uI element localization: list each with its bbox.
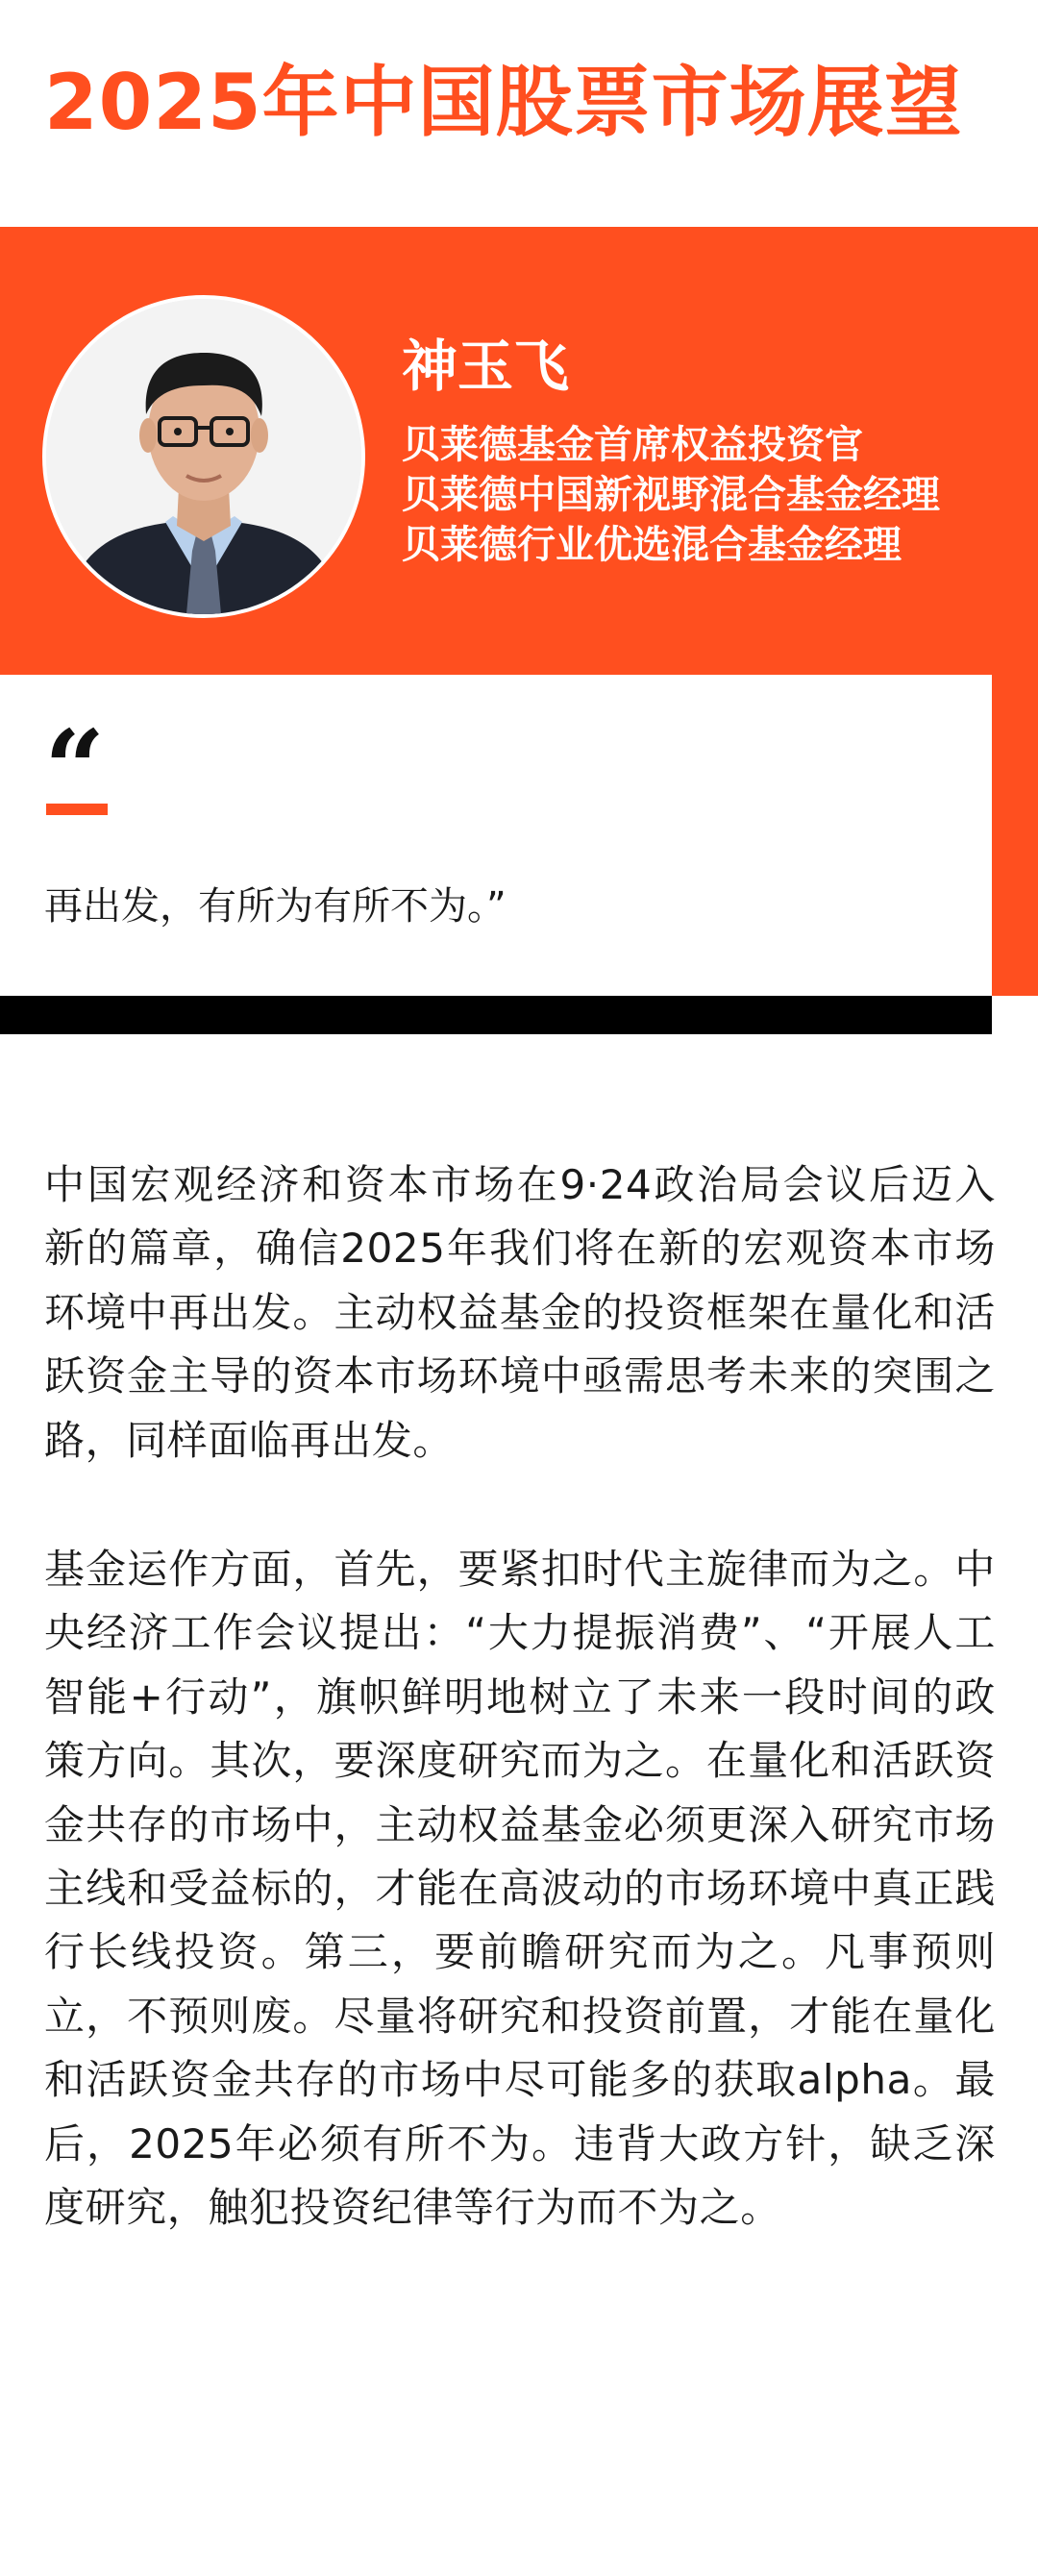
quote-mark-icon: “	[44, 721, 106, 798]
page-title: 2025年中国股票市场展望	[44, 58, 963, 147]
article-paragraph: 中国宏观经济和资本市场在9·24政治局会议后迈入新的篇章，确信2025年我们将在新的宏观资本市场环境中再出发。主动权益基金的投资框架在量化和活跃资金主导的资本市场环境中亟需思考未来的突围之路，同样面临再出发。	[44, 1161, 996, 1464]
author-title: 贝莱德中国新视野混合基金经理	[402, 473, 940, 517]
author-name: 神玉飞	[402, 334, 570, 399]
author-title: 贝莱德基金首席权益投资官	[402, 423, 863, 467]
quote-underline	[46, 804, 108, 815]
author-avatar	[42, 295, 365, 618]
author-portrait-image	[46, 299, 361, 614]
article-paragraph: 基金运作方面，首先，要紧扣时代主旋律而为之。中央经济工作会议提出：“大力提振消费”、“开展人工智能+行动”，旗帜鲜明地树立了未来一段时间的政策方向。其次，要深度研究而为之。在量化和活跃资金共存的市场中，主动权益基金必须更深入研究市场主线和受益标的，才能在高波动的市场环境中真正践行长线投资。第三，要前瞻研究而为之。凡事预则立，不预则废。尽量将研究和投资前置，才能在量化和活跃资金共存的市场中尽可能多的获取alpha。最后，2025年必须有所不为。违背大政方针，缺乏深度研究，触犯投资纪律等行为而不为之。	[44, 1546, 996, 2232]
quote-text: 再出发，有所为有所不为。”	[44, 884, 507, 929]
author-titles	[402, 420, 940, 570]
article-body	[44, 1153, 996, 2306]
quote-card	[0, 675, 992, 996]
author-title: 贝莱德行业优选混合基金经理	[402, 523, 902, 567]
divider-bar	[0, 996, 992, 1034]
